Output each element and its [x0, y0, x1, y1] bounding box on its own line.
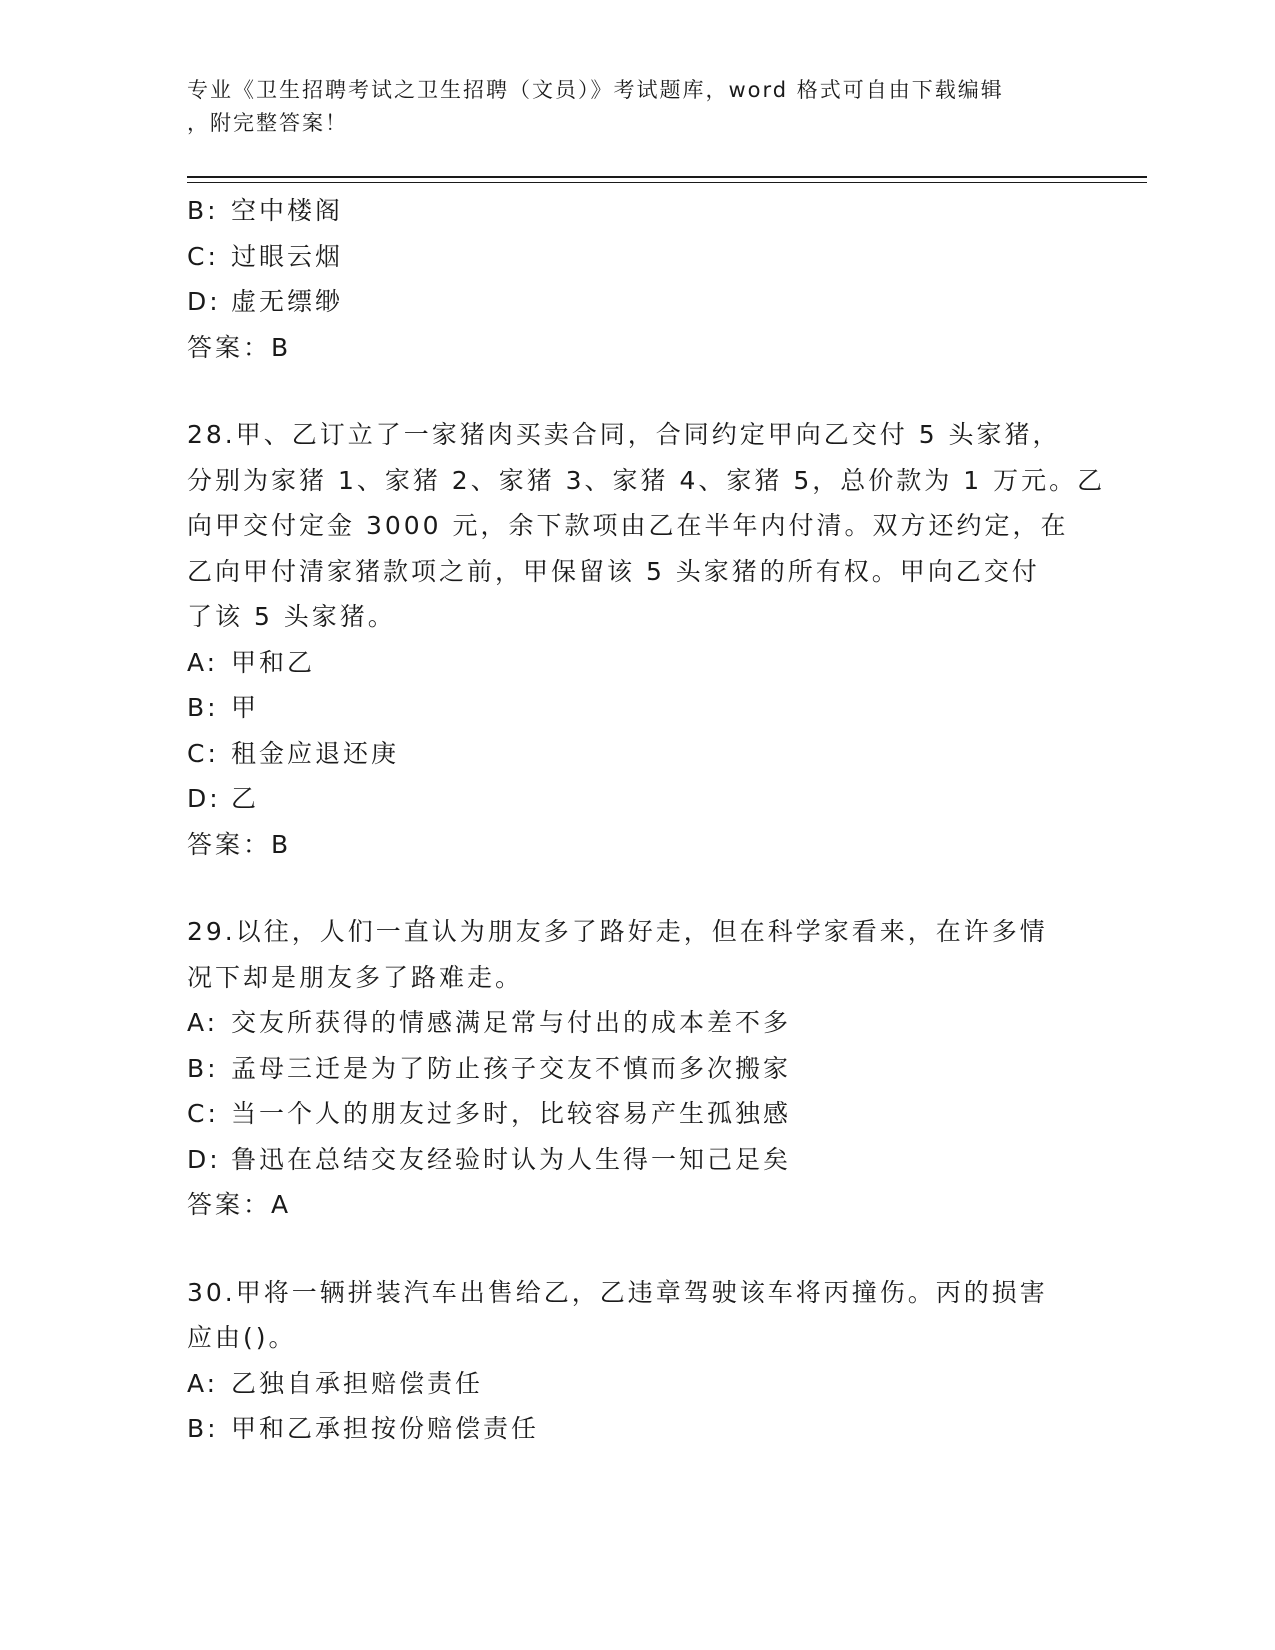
header-line-2: ，附完整答案！ [187, 111, 348, 135]
document-header [187, 74, 1087, 140]
option-text: 甲 [231, 693, 260, 722]
question-29 [187, 909, 1087, 1228]
header-line-1: 专业《卫生招聘考试之卫生招聘（文员）》考试题库，word 格式可自由下载编辑 [187, 78, 1004, 102]
option-label: A: [187, 1368, 219, 1398]
option-label: C: [187, 1099, 219, 1128]
option-text: 甲和乙 [231, 647, 316, 677]
question-stem-line: 29.以往，人们一直认为朋友多了路好走，但在科学家看来，在许多情 [187, 917, 1048, 946]
option-d [187, 776, 1087, 822]
option-c [187, 234, 1087, 280]
option-text: 鲁迅在总结交友经验时认为人生得一知己足矣 [231, 1144, 792, 1174]
question-stem-line: 乙向甲付清家猪款项之前，甲保留该 5 头家猪的所有权。甲向乙交付 [187, 556, 1040, 586]
question-27 [187, 188, 1087, 370]
option-b [187, 1406, 1087, 1452]
header-divider-thin [187, 182, 1147, 183]
option-label: B: [187, 693, 219, 722]
question-28 [187, 412, 1106, 867]
question-30 [187, 1270, 1087, 1452]
option-d [187, 279, 1087, 325]
option-d [187, 1137, 1087, 1183]
answer-line: 答案：B [187, 332, 292, 362]
question-stem-line: 况下却是朋友多了路难走。 [187, 962, 524, 992]
option-text: 乙独自承担赔偿责任 [231, 1368, 484, 1398]
option-label: B: [187, 1053, 219, 1083]
option-label: D: [187, 1144, 221, 1174]
question-list [187, 188, 1106, 1452]
option-text: 租金应退还庚 [231, 738, 400, 768]
option-b [187, 1046, 1087, 1092]
option-c [187, 1091, 1087, 1137]
question-stem-line: 应由()。 [187, 1323, 297, 1352]
option-b [187, 685, 1087, 731]
option-text: 乙 [231, 784, 260, 813]
option-text: 虚无缥缈 [231, 287, 344, 316]
question-stem-line: 30.甲将一辆拼装汽车出售给乙，乙违章驾驶该车将丙撞伤。丙的损害 [187, 1277, 1048, 1307]
option-b [187, 188, 1087, 234]
option-a [187, 640, 1087, 686]
option-label: D: [187, 287, 221, 316]
option-text: 空中楼阁 [231, 196, 344, 225]
option-label: C: [187, 241, 219, 271]
option-label: A: [187, 1008, 219, 1037]
option-label: B: [187, 1414, 219, 1443]
option-text: 甲和乙承担按份赔偿责任 [231, 1414, 540, 1443]
option-label: C: [187, 738, 219, 768]
question-stem-line: 向甲交付定金 3000 元，余下款项由乙在半年内付清。双方还约定，在 [187, 511, 1069, 540]
option-label: D: [187, 784, 221, 813]
answer-line: 答案：B [187, 829, 292, 859]
option-a [187, 1000, 1087, 1046]
option-label: B: [187, 196, 219, 225]
question-stem-line: 了该 5 头家猪。 [187, 602, 396, 631]
option-text: 孟母三迁是为了防止孩子交友不慎而多次搬家 [231, 1053, 792, 1083]
option-text: 当一个人的朋友过多时，比较容易产生孤独感 [231, 1099, 792, 1128]
question-stem-line: 28.甲、乙订立了一家猪肉买卖合同，合同约定甲向乙交付 5 头家猪， [187, 420, 1061, 449]
option-c [187, 731, 1087, 777]
option-text: 交友所获得的情感满足常与付出的成本差不多 [231, 1008, 792, 1037]
option-label: A: [187, 647, 219, 677]
option-text: 过眼云烟 [231, 241, 344, 271]
answer-line: 答案：A [187, 1190, 292, 1219]
option-a [187, 1361, 1087, 1407]
question-stem-line: 分别为家猪 1、家猪 2、家猪 3、家猪 4、家猪 5，总价款为 1 万元。乙 [187, 465, 1106, 495]
header-divider-thick [187, 176, 1147, 178]
